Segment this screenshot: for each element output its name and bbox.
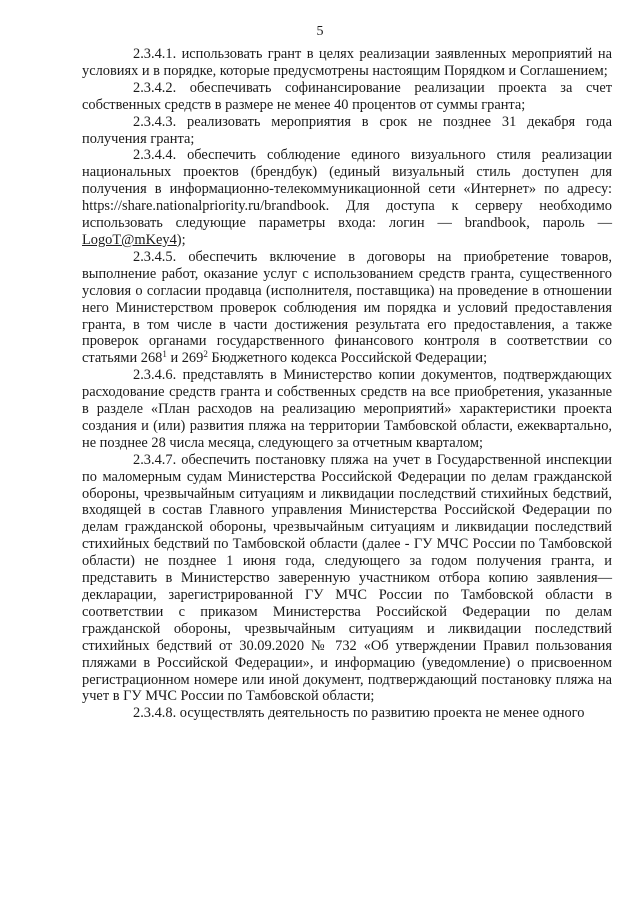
clause-2-3-4-4 [82,147,612,248]
clause-2-3-4-8: 2.3.4.8. осуществлять деятельность по развитию проекта не менее одного [133,705,585,722]
clause-end: Бюджетного кодекса Российской Федерации; [207,350,488,367]
clause-2-3-4-1: 2.3.4.1. использовать грант в целях реализации заявленных мероприятий на условиях и в порядке, которые предусмотрены настоящим Порядком и Соглашением; [82,46,612,79]
clause-end: ); [176,231,186,248]
password-text: LogoT@mKey4 [82,231,177,248]
document-body [82,46,612,722]
clause-2-3-4-2: 2.3.4.2. обеспечивать софинансирование реализации проекта за счет собственных средств в размере не менее 40 процентов от суммы гранта; [82,79,612,113]
clause-2-3-4-6: 2.3.4.6. представлять в Министерство копии документов, подтверждающих расходование средств гранта и собственных средств на все приобретения, указанные в разделе «План расходов на реализацию мероприятий» характеристики проекта создания и (или) развития пляжа на территории Тамбовской области, ежеквартально, не позднее 28 числа месяца, следующего за отчетным кварталом; [82,367,612,451]
clause-2-3-4-5 [82,249,612,367]
page-number: 5 [316,24,324,39]
clause-and: и 269 [166,350,204,367]
clause-2-3-4-7: 2.3.4.7. обеспечить постановку пляжа на учет в Государственной инспекции по маломерным судам Министерства Российской Федерации по делам гражданской обороны, чрезвычайным ситуациям и ликвидации последствий стихийных бедствий, входящей в состав Главного управления Министерства Российской Федерации по делам гражданской обороны, чрезвычайным ситуациям и ликвидации последствий стихийных бедствий по Тамбовской области (далее - ГУ МЧС России по Тамбовской области) не позднее 1 июня года, следующего за годом получения гранта, и представить в Министерство заверенную участником отбора копию заявления—декларации, зарегистрированной ГУ МЧС России по Тамбовской области в соответствии с приказом Министерства Российской Федерации по делам гражданской обороны, чрезвычайным ситуациям и ликвидации последствий стихийных бедствий от 30.09.2020 № 732 «Об утверждении Правил пользования пляжами в Российской Федерации», и информацию (уведомление) о присвоенном регистрационном номере или иной документ, подтверждающий постановку пляжа на учет в ГУ МЧС России по Тамбовской области; [82,451,612,705]
superscript-2: 2 [203,349,208,360]
superscript-1: 1 [162,349,167,360]
clause-2-3-4-3: 2.3.4.3. реализовать мероприятия в срок не позднее 31 декабря года получения гранта; [82,113,612,147]
clause-text: 2.3.4.4. обеспечить соблюдение единого визуального стиля реализации национальных проектов (брендбук) (единый визуальный стиль доступен для получения в информационно-телекоммуникационной сети «Интернет» по адресу: https://share.nationalpriority.ru/brandbook. Для доступа к серверу необходимо использовать следующие параметры входа: логин — brandbook, пароль — [82,147,612,232]
clause-text: 2.3.4.5. обеспечить включение в договоры на приобретение товаров, выполнение работ, оказание услуг с использованием средств гранта, существенного условия о согласии продавца (исполнителя, поставщика) на проведение в отношении него Министерством проверок соблюдения им порядка и условий предоставления гранта, в том числе в части достижения результата его предоставления, а также проверок органами государственного финансового контроля в соответствии со статьями 268 [82,248,612,367]
